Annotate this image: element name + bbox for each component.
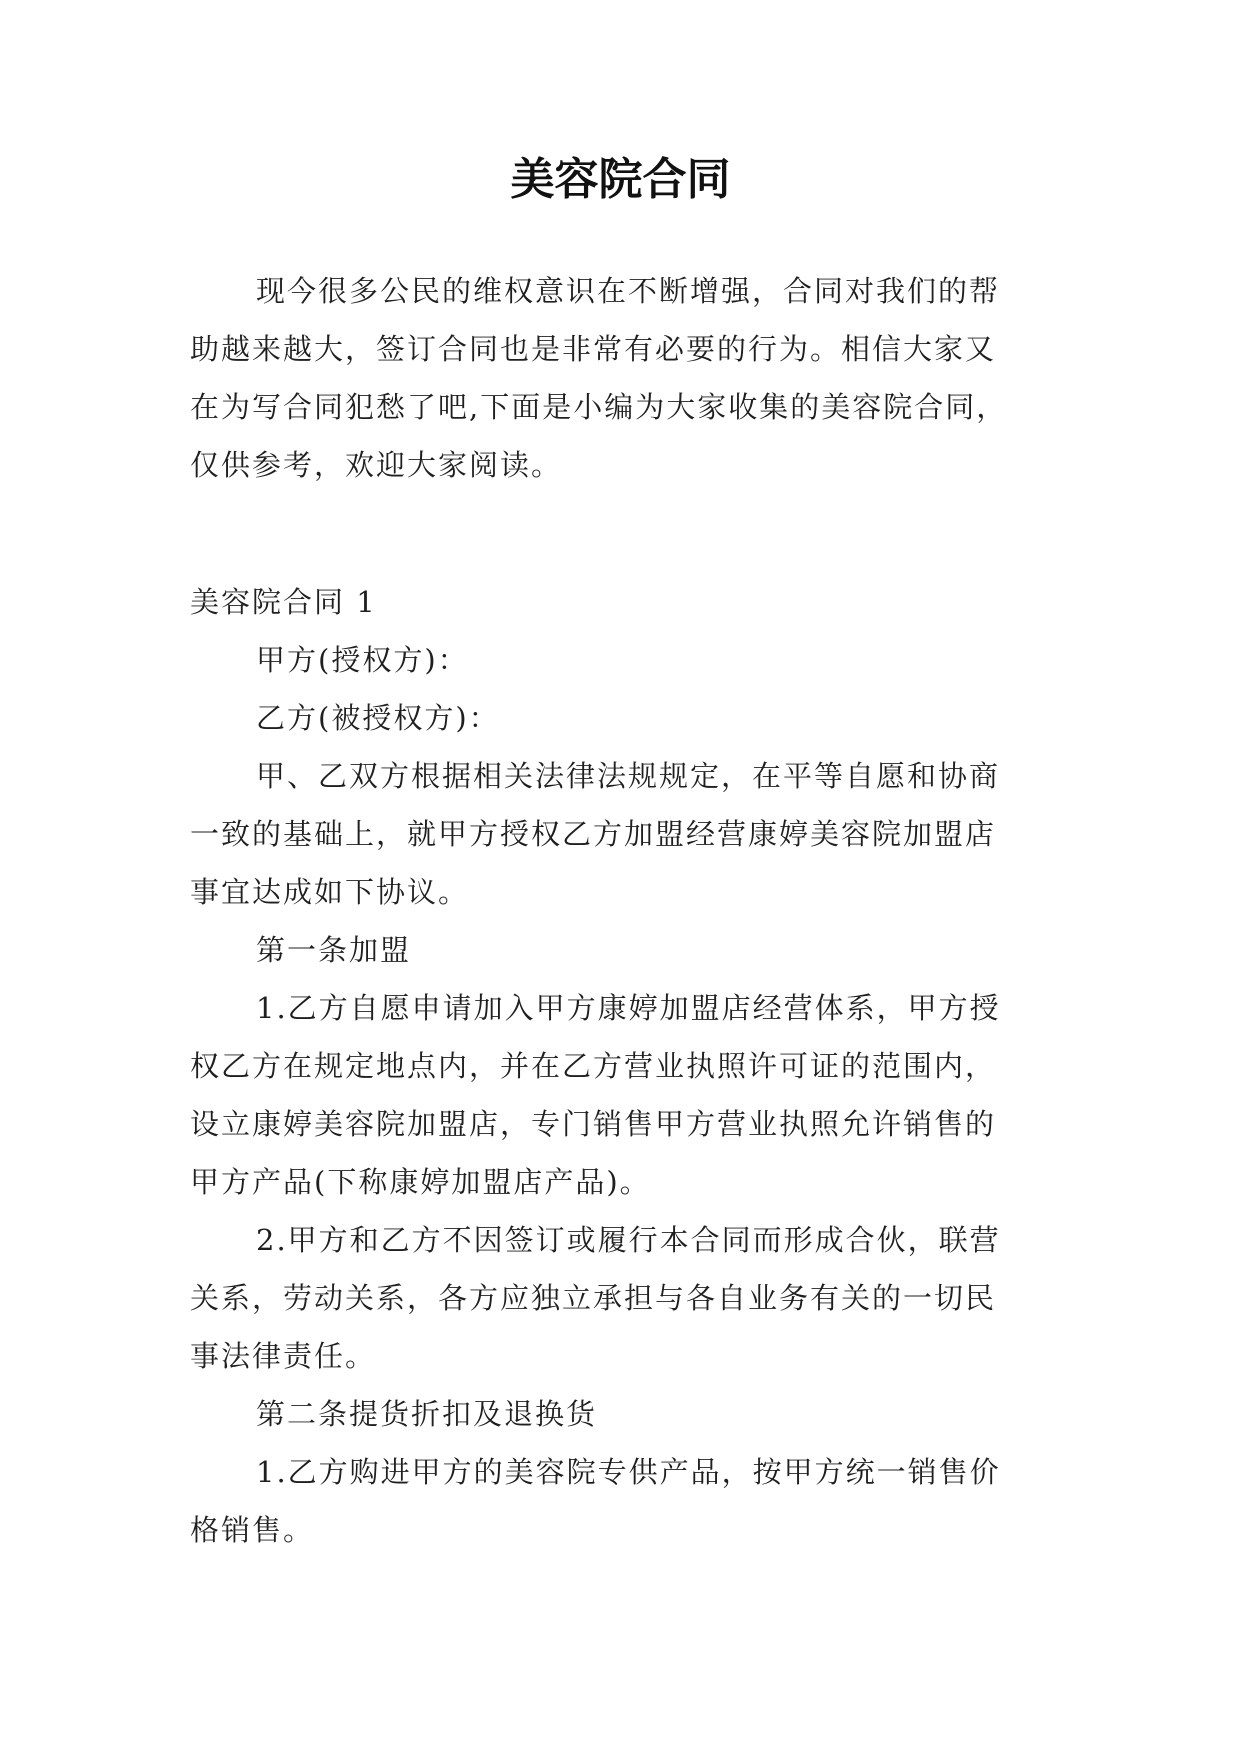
preamble-line: 一致的基础上，就甲方授权乙方加盟经营康婷美容院加盟店 xyxy=(190,817,997,851)
party-a-line: 甲方(授权方)： xyxy=(256,643,469,677)
article-1-item-1-line: 设立康婷美容院加盟店，专门销售甲方营业执照允许销售的 xyxy=(190,1107,997,1141)
article-1-item-2-line: 2.甲方和乙方不因签订或履行本合同而形成合伙，联营 xyxy=(256,1223,1001,1257)
article-1-item-2-line: 事法律责任。 xyxy=(190,1339,377,1373)
article-1-item-1-line: 权乙方在规定地点内，并在乙方营业执照许可证的范围内， xyxy=(190,1049,997,1083)
intro-paragraph xyxy=(190,262,1060,494)
preamble-line: 事宜达成如下协议。 xyxy=(190,875,470,909)
section-heading: 美容院合同 1 xyxy=(190,585,377,619)
intro-line: 助越来越大，签订合同也是非常有必要的行为。相信大家又 xyxy=(190,332,997,366)
preamble-line: 甲、乙双方根据相关法律法规规定，在平等自愿和协商 xyxy=(256,759,1001,793)
article-1-item-1-line: 甲方产品(下称康婷加盟店产品)。 xyxy=(190,1165,651,1199)
article-2-item-1-line: 格销售。 xyxy=(190,1513,315,1547)
intro-line: 在为写合同犯愁了吧,下面是小编为大家收集的美容院合同， xyxy=(190,390,1008,424)
intro-line: 仅供参考，欢迎大家阅读。 xyxy=(190,448,563,482)
intro-line: 现今很多公民的维权意识在不断增强，合同对我们的帮 xyxy=(256,274,1001,308)
article-2-item-1-line: 1.乙方购进甲方的美容院专供产品，按甲方统一销售价 xyxy=(256,1455,1001,1489)
document-title: 美容院合同 xyxy=(510,154,731,205)
article-1-item-1-line: 1.乙方自愿申请加入甲方康婷加盟店经营体系，甲方授 xyxy=(256,991,1001,1025)
contract-body xyxy=(190,573,1060,1559)
article-1-item-2-line: 关系，劳动关系，各方应独立承担与各自业务有关的一切民 xyxy=(190,1281,997,1315)
article-2-heading: 第二条提货折扣及退换货 xyxy=(256,1397,598,1431)
article-1-heading: 第一条加盟 xyxy=(256,933,412,967)
party-b-line: 乙方(被授权方)： xyxy=(256,701,500,735)
